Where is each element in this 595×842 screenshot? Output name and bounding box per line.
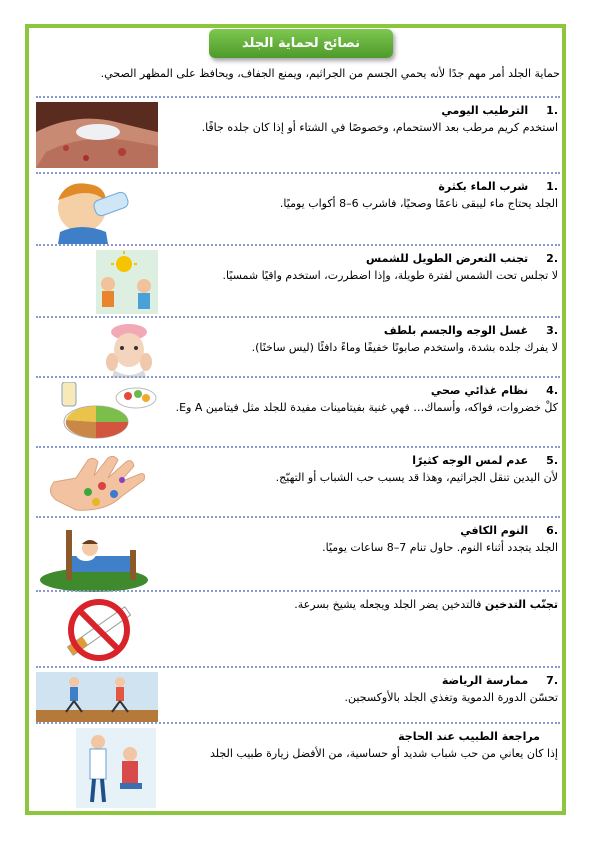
- tip-text: استخدم كريم مرطب بعد الاستحمام، وخصوصًا في الشتاء أو إذا كان جلده جافًا.: [201, 121, 558, 134]
- moisturizing-cream-image: [36, 102, 158, 168]
- tip-sun: .2تجنب التعرض الطويل للشمس لا تجلس تحت الشمس لفترة طويلة، وإذا اضطررت، استخدم واقيًا شمسيًا.: [36, 244, 560, 316]
- tip-diet: .4نظام غذائي صحي كلْ خضروات، فواكه، وأسماك… فهي غنية بفيتامينات مفيدة للجلد مثل فيتامين A وE.: [36, 376, 560, 446]
- tip-sleep: .6النوم الكافي الجلد يتجدد أثناء النوم. حاول تنام 7–8 ساعات يوميًا.: [36, 516, 560, 590]
- tip-title: الترطيب اليومي: [441, 104, 529, 117]
- sun-exposure-image: [36, 250, 158, 314]
- tip-title: تجنب التعرض الطويل للشمس: [366, 252, 529, 265]
- tip-title: النوم الكافي: [460, 524, 529, 537]
- sleeping-child-image: [36, 522, 158, 592]
- tip-text: الجلد يحتاج ماء ليبقى ناعمًا وصحيًا، فاشرب 6–8 أكواب يوميًا.: [279, 197, 558, 210]
- face-washing-image: [36, 322, 158, 378]
- intro-paragraph: حماية الجلد أمر مهم جدًا لأنه يحمي الجسم من الجراثيم، ويمنع الجفاف، ويحافظ على المظهر الصحي.: [100, 67, 560, 80]
- tip-inline-line: [170, 596, 558, 613]
- tip-text: كلْ خضروات، فواكه، وأسماك… فهي غنية بفيتامينات مفيدة للجلد مثل فيتامين A وE.: [175, 401, 558, 414]
- page-title: نصائح لحماية الجلد: [209, 29, 393, 58]
- tip-title: مراجعة الطبيب عند الحاجة: [398, 730, 540, 743]
- tip-text: إذا كان يعاني من حب شباب شديد أو حساسية، من الأفضل زيارة طبيب الجلد: [210, 747, 558, 760]
- tip-doctor: [36, 722, 560, 808]
- tip-text: الجلد يتجدد أثناء النوم. حاول تنام 7–8 ساعات يوميًا.: [322, 541, 558, 554]
- germs-hand-image: [36, 452, 158, 518]
- tip-water: .1شرب الماء بكثرة الجلد يحتاج ماء ليبقى ناعمًا وصحيًا، فاشرب 6–8 أكواب يوميًا.: [36, 172, 560, 244]
- healthy-food-image: [36, 382, 158, 444]
- tip-title-row: .1الترطيب اليومي: [441, 104, 558, 117]
- tip-title: غسل الوجه والجسم بلطف: [383, 324, 529, 337]
- tip-title: شرب الماء بكثرة: [438, 180, 529, 193]
- tip-face-wash: .3غسل الوجه والجسم بلطف لا يفرك جلده بشدة، واستخدم صابونًا خفيفًا وماءً دافئًا (ليس ساخنًا).: [36, 316, 560, 376]
- drinking-water-image: [36, 178, 158, 244]
- exercise-image: [36, 672, 158, 722]
- tip-text: لا يفرك جلده بشدة، واستخدم صابونًا خفيفًا وماءً دافئًا (ليس ساخنًا).: [251, 341, 558, 354]
- tip-no-touch: .5عدم لمس الوجه كثيرًا لأن اليدين تنقل الجراثيم، وهذا قد يسبب حب الشباب أو التهيّج.: [36, 446, 560, 516]
- tip-title: تجنّب التدخين: [484, 598, 558, 611]
- no-smoking-icon: [36, 596, 158, 666]
- tip-title: عدم لمس الوجه كثيرًا: [412, 454, 529, 467]
- tip-exercise: .7ممارسة الرياضة تحسّن الدورة الدموية وتغذي الجلد بالأوكسجين.: [36, 666, 560, 722]
- tip-no-smoking: [36, 590, 560, 666]
- tip-text: لأن اليدين تنقل الجراثيم، وهذا قد يسبب حب الشباب أو التهيّج.: [275, 471, 558, 484]
- doctor-visit-image: [36, 728, 158, 808]
- tip-title: نظام غذائي صحي: [430, 384, 529, 397]
- tip-moisturizing: [36, 96, 560, 172]
- tip-title: ممارسة الرياضة: [441, 674, 529, 687]
- tip-text: تحسّن الدورة الدموية وتغذي الجلد بالأوكسجين.: [344, 691, 558, 704]
- tip-text: لا تجلس تحت الشمس لفترة طويلة، وإذا اضطررت، استخدم واقيًا شمسيًا.: [222, 269, 558, 282]
- tip-text: فالتدخين يضر الجلد ويجعله يشيخ بسرعة.: [294, 598, 482, 611]
